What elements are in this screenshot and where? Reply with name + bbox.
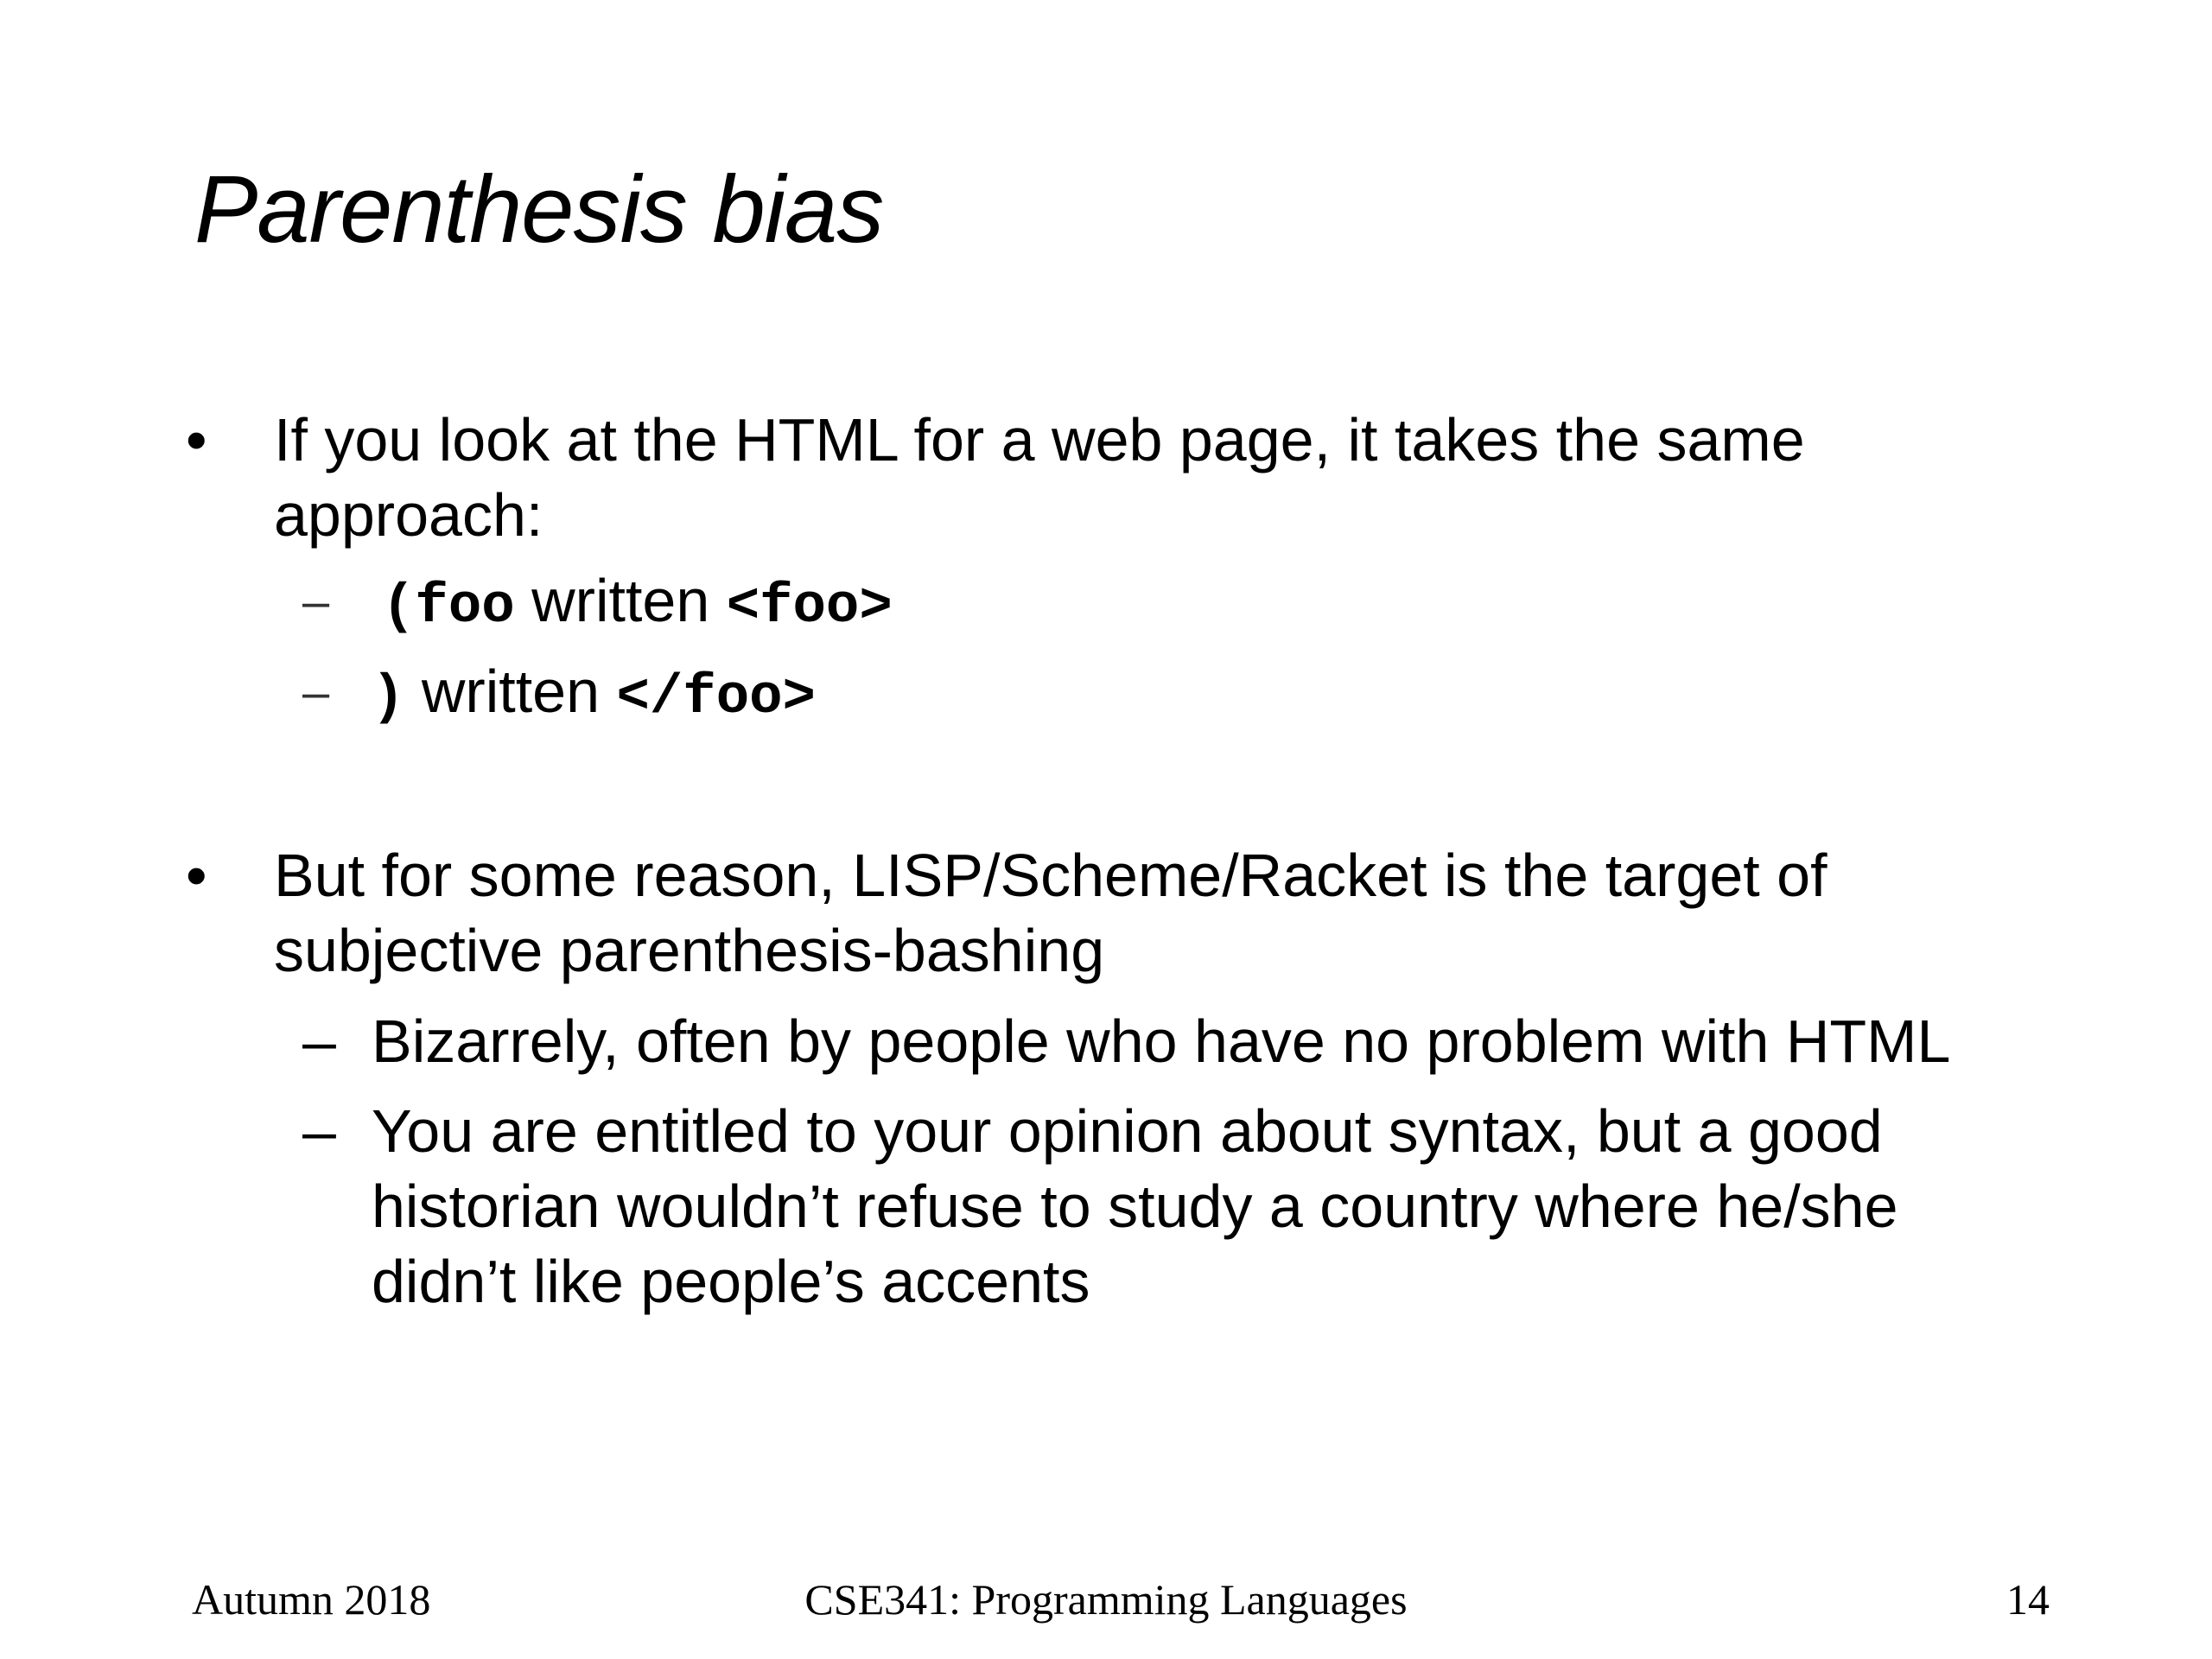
sub-bullet-marker: –	[302, 1097, 336, 1165]
written-word: written	[421, 658, 601, 725]
footer-course: CSE341: Programming Languages	[804, 1575, 1408, 1624]
sub-bullet-marker: –	[302, 1007, 336, 1075]
bullet-marker: •	[186, 842, 207, 909]
sub-bullet-text: You are entitled to your opinion about syntax, but a good historian wouldn’t refuse to study a country where he/she didn’t like people’s accents	[372, 1097, 1898, 1315]
code-open-paren: (foo	[382, 576, 515, 639]
sub-bullet-marker: –	[302, 574, 330, 628]
slide-number: 14	[2006, 1575, 2050, 1624]
code-close-tag: </foo>	[616, 667, 816, 729]
sub-bullet-marker: –	[302, 664, 330, 719]
bullet-marker: •	[186, 406, 207, 474]
sub-bullet-text: Bizarrely, often by people who have no problem with HTML	[372, 1007, 1951, 1075]
sub-bullet-text	[382, 563, 2110, 645]
bullet-text: If you look at the HTML for a web page, it takes the same approach:	[274, 406, 1805, 549]
bullet-text: But for some reason, LISP/Scheme/Racket is the target of subjective parenthesis-bashing	[274, 842, 1827, 984]
code-close-paren: )	[372, 667, 405, 729]
footer-term: Autumn 2018	[192, 1575, 431, 1624]
code-open-tag: <foo>	[726, 576, 893, 639]
slide-title: Parenthesis bias	[194, 156, 884, 263]
written-word: written	[531, 567, 710, 634]
sub-bullet-text	[372, 654, 2100, 736]
